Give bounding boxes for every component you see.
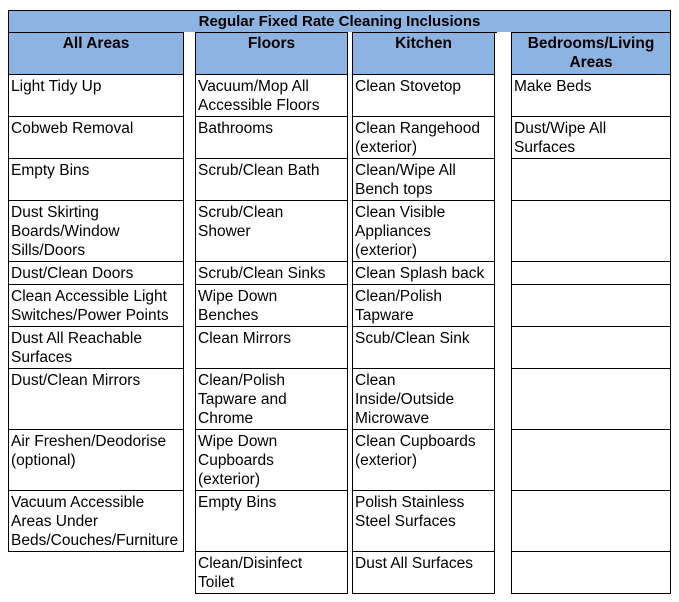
cell-all-areas-row-8[interactable]: Dust/Clean Mirrors: [8, 368, 184, 430]
cell-kitchen-row-3[interactable]: Clean/Wipe All Bench tops: [352, 158, 495, 201]
cell-bedrooms-living-areas-row-5[interactable]: [511, 261, 671, 285]
cell-kitchen-row-5[interactable]: Clean Splash back: [352, 261, 495, 285]
cell-floors-row-3[interactable]: Scrub/Clean Bath: [195, 158, 348, 201]
cell-bedrooms-living-areas-row-9[interactable]: [511, 429, 671, 491]
cell-kitchen-row-11[interactable]: Dust All Surfaces: [352, 551, 495, 594]
cell-bedrooms-living-areas-row-3[interactable]: [511, 158, 671, 201]
cell-bedrooms-living-areas-row-2[interactable]: Dust/Wipe All Surfaces: [511, 116, 671, 159]
cell-floors-row-6[interactable]: Wipe Down Benches: [195, 284, 348, 327]
header-kitchen[interactable]: Kitchen: [352, 32, 495, 75]
cell-bedrooms-living-areas-row-6[interactable]: [511, 284, 671, 327]
header-floors[interactable]: Floors: [195, 32, 348, 75]
cell-kitchen-row-2[interactable]: Clean Rangehood (exterior): [352, 116, 495, 159]
cell-floors-row-1[interactable]: Vacuum/Mop All Accessible Floors: [195, 74, 348, 117]
header-bedrooms-living-areas[interactable]: Bedrooms/Living Areas: [511, 32, 671, 75]
cell-bedrooms-living-areas-row-11[interactable]: [511, 551, 671, 594]
cell-bedrooms-living-areas-row-7[interactable]: [511, 326, 671, 369]
cell-all-areas-row-4[interactable]: Dust Skirting Boards/Window Sills/Doors: [8, 200, 184, 262]
cell-kitchen-row-1[interactable]: Clean Stovetop: [352, 74, 495, 117]
cell-kitchen-row-9[interactable]: Clean Cupboards (exterior): [352, 429, 495, 491]
cell-all-areas-row-6[interactable]: Clean Accessible Light Switches/Power Points: [8, 284, 184, 327]
cell-bedrooms-living-areas-row-8[interactable]: [511, 368, 671, 430]
cell-floors-row-4[interactable]: Scrub/Clean Shower: [195, 200, 348, 262]
cell-floors-row-9[interactable]: Wipe Down Cupboards (exterior): [195, 429, 348, 491]
header-all-areas[interactable]: All Areas: [8, 32, 184, 75]
cell-floors-row-8[interactable]: Clean/Polish Tapware and Chrome: [195, 368, 348, 430]
cell-kitchen-row-10[interactable]: Polish Stainless Steel Surfaces: [352, 490, 495, 552]
cell-all-areas-row-3[interactable]: Empty Bins: [8, 158, 184, 201]
cell-all-areas-row-10[interactable]: Vacuum Accessible Areas Under Beds/Couches/Furniture: [8, 490, 184, 552]
column-gap: [184, 32, 195, 602]
cell-kitchen-row-6[interactable]: Clean/Polish Tapware: [352, 284, 495, 327]
cell-kitchen-row-8[interactable]: Clean Inside/Outside Microwave: [352, 368, 495, 430]
cell-all-areas-row-1[interactable]: Light Tidy Up: [8, 74, 184, 117]
cell-all-areas-row-7[interactable]: Dust All Reachable Surfaces: [8, 326, 184, 369]
cell-floors-row-2[interactable]: Bathrooms: [195, 116, 348, 159]
cell-kitchen-row-7[interactable]: Scub/Clean Sink: [352, 326, 495, 369]
cell-kitchen-row-4[interactable]: Clean Visible Appliances (exterior): [352, 200, 495, 262]
table-title[interactable]: Regular Fixed Rate Cleaning Inclusions: [8, 10, 671, 33]
cell-bedrooms-living-areas-row-4[interactable]: [511, 200, 671, 262]
column-gap: [497, 32, 511, 602]
cell-bedrooms-living-areas-row-1[interactable]: Make Beds: [511, 74, 671, 117]
cell-all-areas-row-5[interactable]: Dust/Clean Doors: [8, 261, 184, 285]
cell-all-areas-row-2[interactable]: Cobweb Removal: [8, 116, 184, 159]
cell-bedrooms-living-areas-row-10[interactable]: [511, 490, 671, 552]
cell-floors-row-5[interactable]: Scrub/Clean Sinks: [195, 261, 348, 285]
cell-floors-row-10[interactable]: Empty Bins: [195, 490, 348, 552]
cell-all-areas-row-9[interactable]: Air Freshen/Deodorise (optional): [8, 429, 184, 491]
cell-floors-row-11[interactable]: Clean/Disinfect Toilet: [195, 551, 348, 594]
cell-floors-row-7[interactable]: Clean Mirrors: [195, 326, 348, 369]
